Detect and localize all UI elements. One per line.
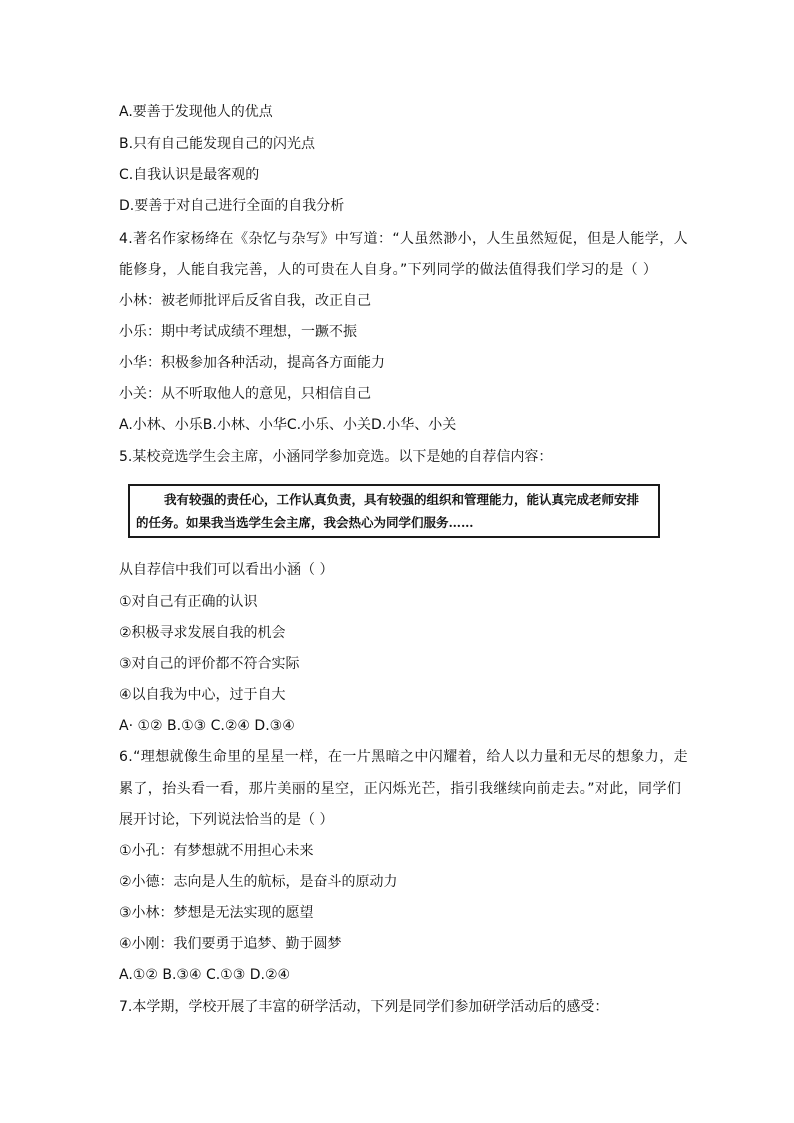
option-d-line: D.要善于对自己进行全面的自我分析	[119, 198, 345, 214]
question-6-item-3: ③小林：梦想是无法实现的愿望	[119, 905, 314, 921]
option-b-line: B.只有自己能发现自己的闪光点	[119, 136, 316, 152]
question-5-item-3: ③对自己的评价都不符合实际	[119, 656, 300, 672]
question-6-options: A.①② B.③④ C.①③ D.②④	[119, 967, 291, 983]
question-6-item-4: ④小刚：我们要勇于追梦、勤于圆梦	[119, 936, 342, 952]
question-5-stem: 5.某校竞选学生会主席，小涵同学参加竞选。以下是她的自荐信内容：	[119, 449, 553, 465]
question-4-item-xiaoguan: 小关：从不听取他人的意见，只相信自己	[119, 386, 371, 402]
question-5-item-1: ①对自己有正确的认识	[119, 594, 258, 610]
question-4-item-xiaohua: 小华：积极参加各种活动，提高各方面能力	[119, 355, 385, 371]
question-5-item-2: ②积极寻求发展自我的机会	[119, 625, 286, 641]
question-6-item-1: ①小孔：有梦想就不用担心未来	[119, 843, 314, 859]
option-c-line: C.自我认识是最客观的	[119, 167, 260, 183]
question-4-stem-line1: 4.著名作家杨绛在《杂忆与杂写》中写道：“人虽然渺小，人生虽然短促，但是人能学，人	[119, 231, 689, 247]
recommendation-letter-line1: 我有较强的责任心，工作认真负责，具有较强的组织和管理能力，能认真完成老师安排	[164, 492, 640, 507]
question-6-stem-line2: 累了，抬头看一看，那片美丽的星空，正闪烁光芒，指引我继续向前走去。”对此，同学们	[119, 781, 682, 797]
question-4-item-xiaole: 小乐：期中考试成绩不理想，一蹶不振	[119, 324, 357, 340]
question-4-item-xiaolin: 小林：被老师批评后反省自我，改正自己	[119, 293, 371, 309]
question-6-item-2: ②小德：志向是人生的航标，是奋斗的原动力	[119, 874, 398, 890]
question-7-stem: 7.本学期，学校开展了丰富的研学活动，下列是同学们参加研学活动后的感受：	[119, 999, 609, 1015]
question-4-stem-line2: 能修身，人能自我完善，人的可贵在人自身。”下列同学的做法值得我们学习的是（ ）	[119, 262, 658, 278]
question-5-prompt: 从自荐信中我们可以看出小涵（ ）	[119, 562, 334, 578]
question-4-options: A.小林、小乐B.小林、小华C.小乐、小关D.小华、小关	[119, 417, 457, 433]
option-a-line: A.要善于发现他人的优点	[119, 104, 273, 120]
question-5-item-4: ④以自我为中心，过于自大	[119, 687, 286, 703]
recommendation-letter-box	[128, 484, 660, 538]
recommendation-letter-line2: 的任务。如果我当选学生会主席，我会热心为同学们服务……	[136, 515, 474, 530]
question-5-options: A· ①② B.①③ C.②④ D.③④	[119, 718, 295, 734]
question-6-stem-line3: 展开讨论，下列说法恰当的是（ ）	[119, 812, 334, 828]
question-6-stem-line1: 6.“理想就像生命里的星星一样，在一片黑暗之中闪耀着，给人以力量和无尽的想象力，走	[119, 749, 689, 765]
